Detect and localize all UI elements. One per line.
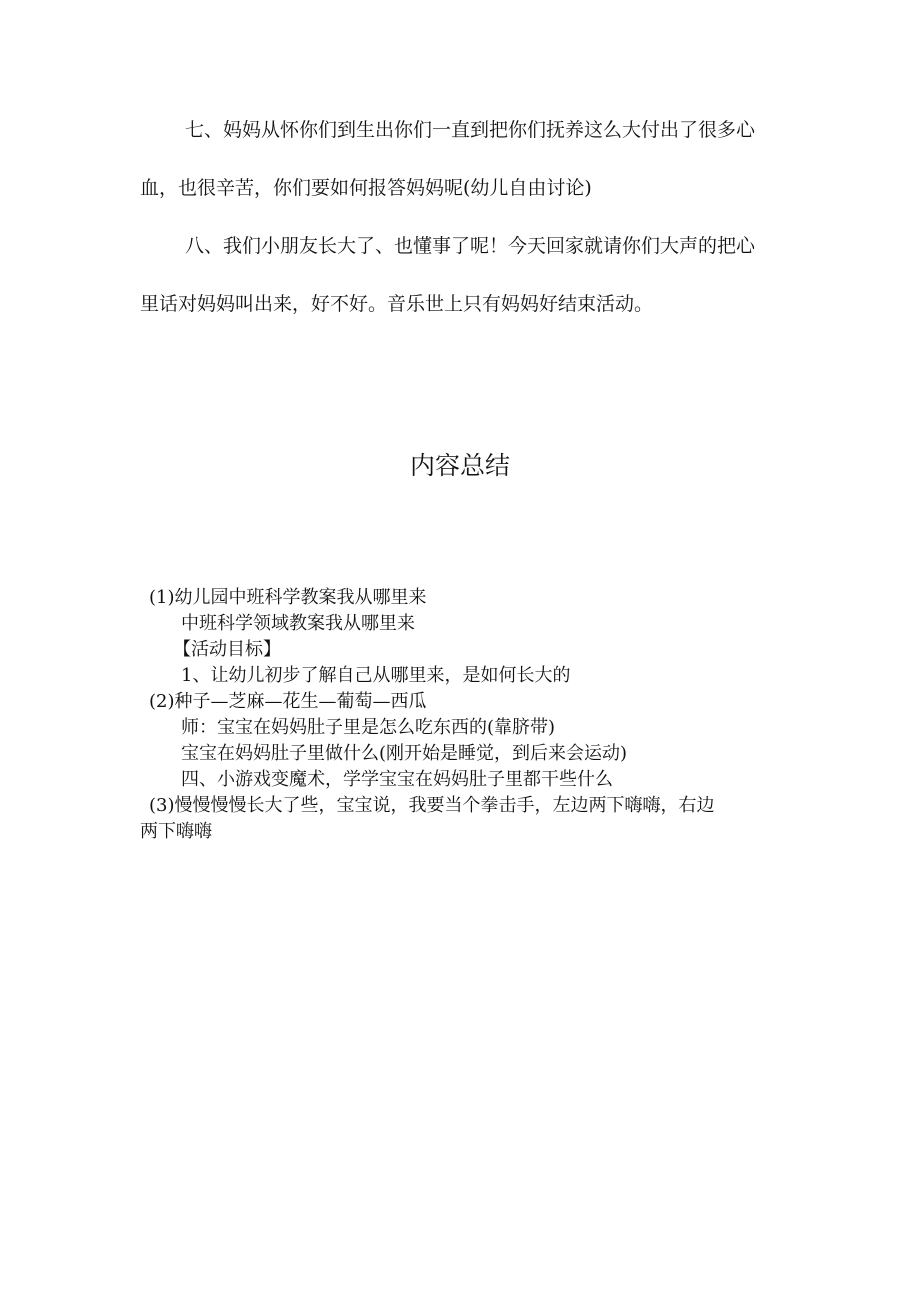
paragraph-line: 血，也很辛苦，你们要如何报答妈妈呢(幼儿自由讨论) [140,177,592,199]
summary-item: (2)种子—芝麻—花生—葡萄—西瓜 [149,691,427,712]
summary-item: (3)慢慢慢慢长大了些，宝宝说，我要当个拳击手，左边两下嗨嗨，右边 [149,795,715,816]
summary-item: 两下嗨嗨 [140,821,212,842]
summary-item: 1、让幼儿初步了解自己从哪里来，是如何长大的 [181,665,571,686]
summary-item: 四、小游戏变魔术，学学宝宝在妈妈肚子里都干些什么 [181,769,613,790]
paragraph-step-7 [140,101,790,217]
paragraph-line: 里话对妈妈叫出来，好不好。音乐世上只有妈妈好结束活动。 [140,293,654,315]
summary-list [140,585,800,845]
paragraph-line: 八、我们小朋友长大了、也懂事了呢！今天回家就请你们大声的把心 [185,235,756,257]
paragraph-line: 七、妈妈从怀你们到生出你们一直到把你们抚养这么大付出了很多心 [185,119,756,141]
summary-item: 师：宝宝在妈妈肚子里是怎么吃东西的(靠脐带) [181,717,556,738]
summary-item: 宝宝在妈妈肚子里做什么(刚开始是睡觉，到后来会运动) [181,743,628,764]
summary-item: 【活动目标】 [173,639,281,660]
summary-heading: 内容总结 [409,451,510,480]
paragraph-step-8 [140,217,790,333]
summary-item: 中班科学领域教案我从哪里来 [181,613,415,634]
summary-item: (1)幼儿园中班科学教案我从哪里来 [149,587,427,608]
